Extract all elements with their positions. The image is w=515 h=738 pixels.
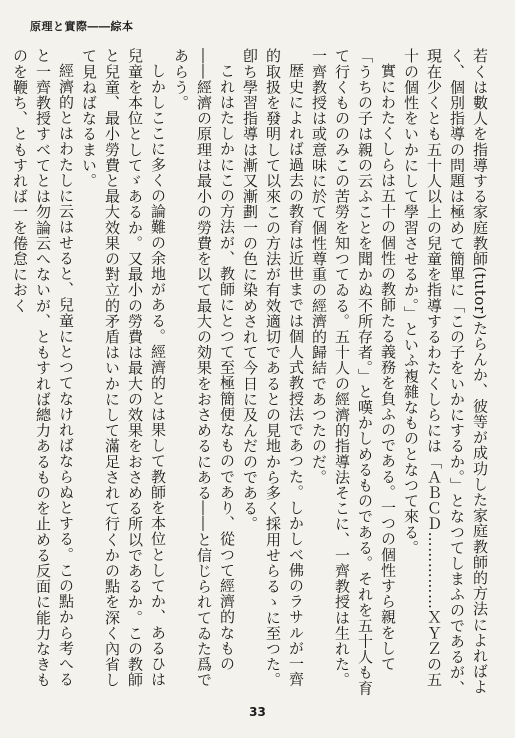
paragraph: 若くは數人を指導する家庭教師(tutor)たらんか、彼等が成功した家庭教師的方法によればよく、個別指導の問題は極めて簡單に「この子をいかにするか。」となつてしまふのであるが、現在少くとも五十人以上の兒童を指導するわたくしらには「ＡＢＣＤ……………ＸＹＺの五十の個性をいかにして學習させるか。」といふ複雜なものとなつて來る。: [402, 48, 489, 696]
running-head: 原理と實際――綜本: [30, 20, 134, 33]
paragraph: 經濟的とはわたしに云はせると、兒童にとつてなければならぬとする。この點から考へると一齊教授すべてとは勿論云へないが、ともすれば總力あるものを止める反面に能力なきものを鞭ち、ともすれば一を倦怠におく: [11, 48, 75, 688]
vertical-body-text: [11, 48, 491, 698]
paragraph: しかしここに多くの論難の余地がある。經濟的とは果して教師を本位としてか、あるひは兒童を本位としてゞあるか。又最小の勞費は最大の效果をおさめる所以であるか。この教師と兒童、最小勞費と最大效果の對立的矛盾はいかにして滿足されて行くかの點を深く內省して見ねばなるまい。: [80, 48, 167, 688]
page-number: 33: [249, 705, 266, 719]
paragraph: これはたしかにこの方法が、教師にとつて至極簡便なものであり、從つて經濟的なもの――經濟の原理は最小の勞費を以て最大の効果をおさめるにある――と信じられてゐた爲であらう。: [172, 48, 236, 688]
paragraph: 實にわたくしらは五十の個性の教師たる義務を負ふのである。一つの個性すら親をして「うちの子は親の云ふことを聞かぬ不所存者。」と嘆かしめるものである。それを五十人も育て行くもののみこの苦勞を知つてゐる。五十人の經濟的指導法そこに、一齊教授は生れた。一齊教授は或意味に於て個性尊重の經濟的歸結であつたのだ。: [310, 48, 397, 696]
paragraph: 歴史によれば過去の教育は近世までは個人式教授法であつた。しかしべ佛のラサルが一齊的取扱を發明して以來この方法が有效適切であるとの見地から多く採用せらるゝに至つた。卽ち學習指導は漸又漸劃一の色に染めされて今日に及んだのである。: [241, 48, 305, 688]
